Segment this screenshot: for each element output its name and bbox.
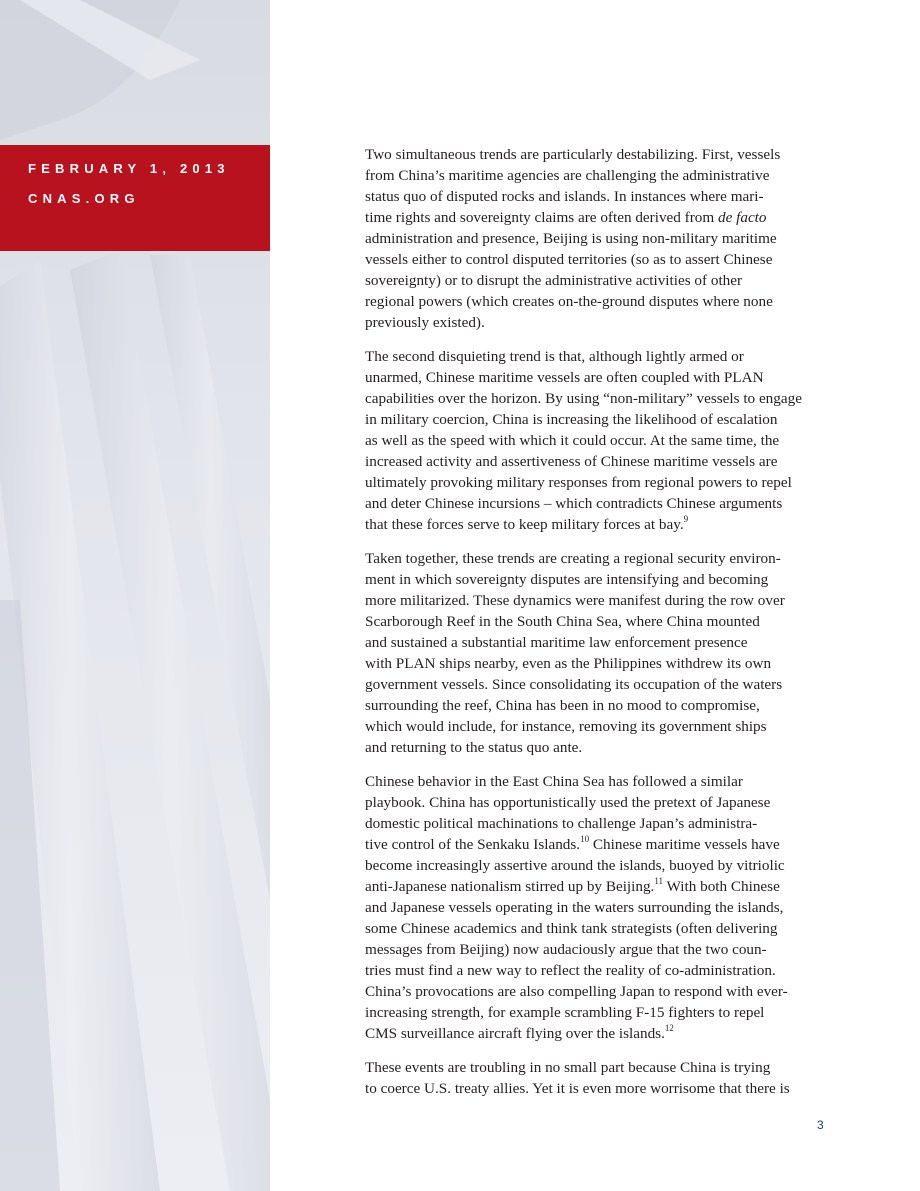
text-line: Two simultaneous trends are particularly destabilizing. First, vessels <box>365 146 781 163</box>
paragraph <box>365 346 827 535</box>
text-line <box>365 834 827 855</box>
text-run: Chinese maritime vessels have <box>589 836 780 853</box>
text-line: capabilities over the horizon. By using “non-military” vessels to engage <box>365 390 802 407</box>
date-banner <box>0 145 270 251</box>
text-line: These events are troubling in no small part because China is trying <box>365 1059 771 1076</box>
text-line: Scarborough Reef in the South China Sea, where China mounted <box>365 613 760 630</box>
paragraph <box>365 1057 827 1099</box>
text-line: messages from Beijing) now audaciously argue that the two coun- <box>365 941 767 958</box>
text-line: previously existed). <box>365 314 485 331</box>
text-line: ultimately provoking military responses from regional powers to repel <box>365 474 792 491</box>
text-line: domestic political machinations to challenge Japan’s administra- <box>365 815 758 832</box>
text-line: some Chinese academics and think tank strategists (often delivering <box>365 920 778 937</box>
paragraph <box>365 771 827 1044</box>
text-line: and sustained a substantial maritime law enforcement presence <box>365 634 748 651</box>
text-line: and returning to the status quo ante. <box>365 739 583 756</box>
text-line: The second disquieting trend is that, although lightly armed or <box>365 348 744 365</box>
text-line: which would include, for instance, removing its government ships <box>365 718 767 735</box>
text-run: CMS surveillance aircraft flying over the islands. <box>365 1025 665 1042</box>
text-line: tries must find a new way to reflect the reality of co-administration. <box>365 962 776 979</box>
italic-term: de facto <box>718 209 767 226</box>
text-line: increasing strength, for example scrambling F-15 fighters to repel <box>365 1004 765 1021</box>
text-line: more militarized. These dynamics were manifest during the row over <box>365 592 785 609</box>
footnote-reference[interactable]: 9 <box>683 513 689 524</box>
text-line: in military coercion, China is increasing the likelihood of escalation <box>365 411 778 428</box>
footnote-reference[interactable]: 11 <box>654 875 664 886</box>
text-line: administration and presence, Beijing is using non-military maritime <box>365 230 777 247</box>
text-line: to coerce U.S. treaty allies. Yet it is even more worrisome that there is <box>365 1080 790 1097</box>
text-line: regional powers (which creates on-the-ground disputes where none <box>365 293 773 310</box>
text-line <box>365 207 827 228</box>
text-line <box>365 1023 827 1044</box>
text-line: from China’s maritime agencies are challenging the administrative <box>365 167 770 184</box>
text-line <box>365 876 827 897</box>
text-line: with PLAN ships nearby, even as the Philippines withdrew its own <box>365 655 772 672</box>
text-run: tive control of the Senkaku Islands. <box>365 836 581 853</box>
text-line: playbook. China has opportunistically used the pretext of Japanese <box>365 794 771 811</box>
text-line: ment in which sovereignty disputes are intensifying and becoming <box>365 571 769 588</box>
text-line: increased activity and assertiveness of Chinese maritime vessels are <box>365 453 778 470</box>
paragraph <box>365 144 827 333</box>
text-line: status quo of disputed rocks and islands. In instances where mari- <box>365 188 764 205</box>
text-line: unarmed, Chinese maritime vessels are often coupled with PLAN <box>365 369 764 386</box>
text-line: surrounding the reef, China has been in no mood to compromise, <box>365 697 760 714</box>
footnote-reference[interactable]: 12 <box>664 1022 674 1033</box>
page-number: 3 <box>817 1118 824 1132</box>
text-line <box>365 514 827 535</box>
text-line: Chinese behavior in the East China Sea has followed a similar <box>365 773 743 790</box>
text-line: Taken together, these trends are creating a regional security environ- <box>365 550 781 567</box>
text-line: become increasingly assertive around the islands, buoyed by vitriolic <box>365 857 785 874</box>
text-line: and deter Chinese incursions – which contradicts Chinese arguments <box>365 495 783 512</box>
text-run: anti-Japanese nationalism stirred up by Beijing. <box>365 878 655 895</box>
text-line: vessels either to control disputed territories (so as to assert Chinese <box>365 251 773 268</box>
text-line: China’s provocations are also compelling Japan to respond with ever- <box>365 983 788 1000</box>
text-line: and Japanese vessels operating in the waters surrounding the islands, <box>365 899 784 916</box>
text-line: sovereignty) or to disrupt the administrative activities of other <box>365 272 743 289</box>
text-run: With both Chinese <box>663 878 780 895</box>
footnote-reference[interactable]: 10 <box>580 833 590 844</box>
paragraph <box>365 548 827 758</box>
text-line: government vessels. Since consolidating its occupation of the waters <box>365 676 783 693</box>
website-label: CNAS.ORG <box>28 191 140 206</box>
text-line: as well as the speed with which it could occur. At the same time, the <box>365 432 780 449</box>
body-text <box>365 144 827 1112</box>
publication-date: FEBRUARY 1, 2013 <box>28 161 230 176</box>
text-run: that these forces serve to keep military forces at bay. <box>365 516 684 533</box>
text-run: time rights and sovereignty claims are often derived from <box>365 209 718 226</box>
